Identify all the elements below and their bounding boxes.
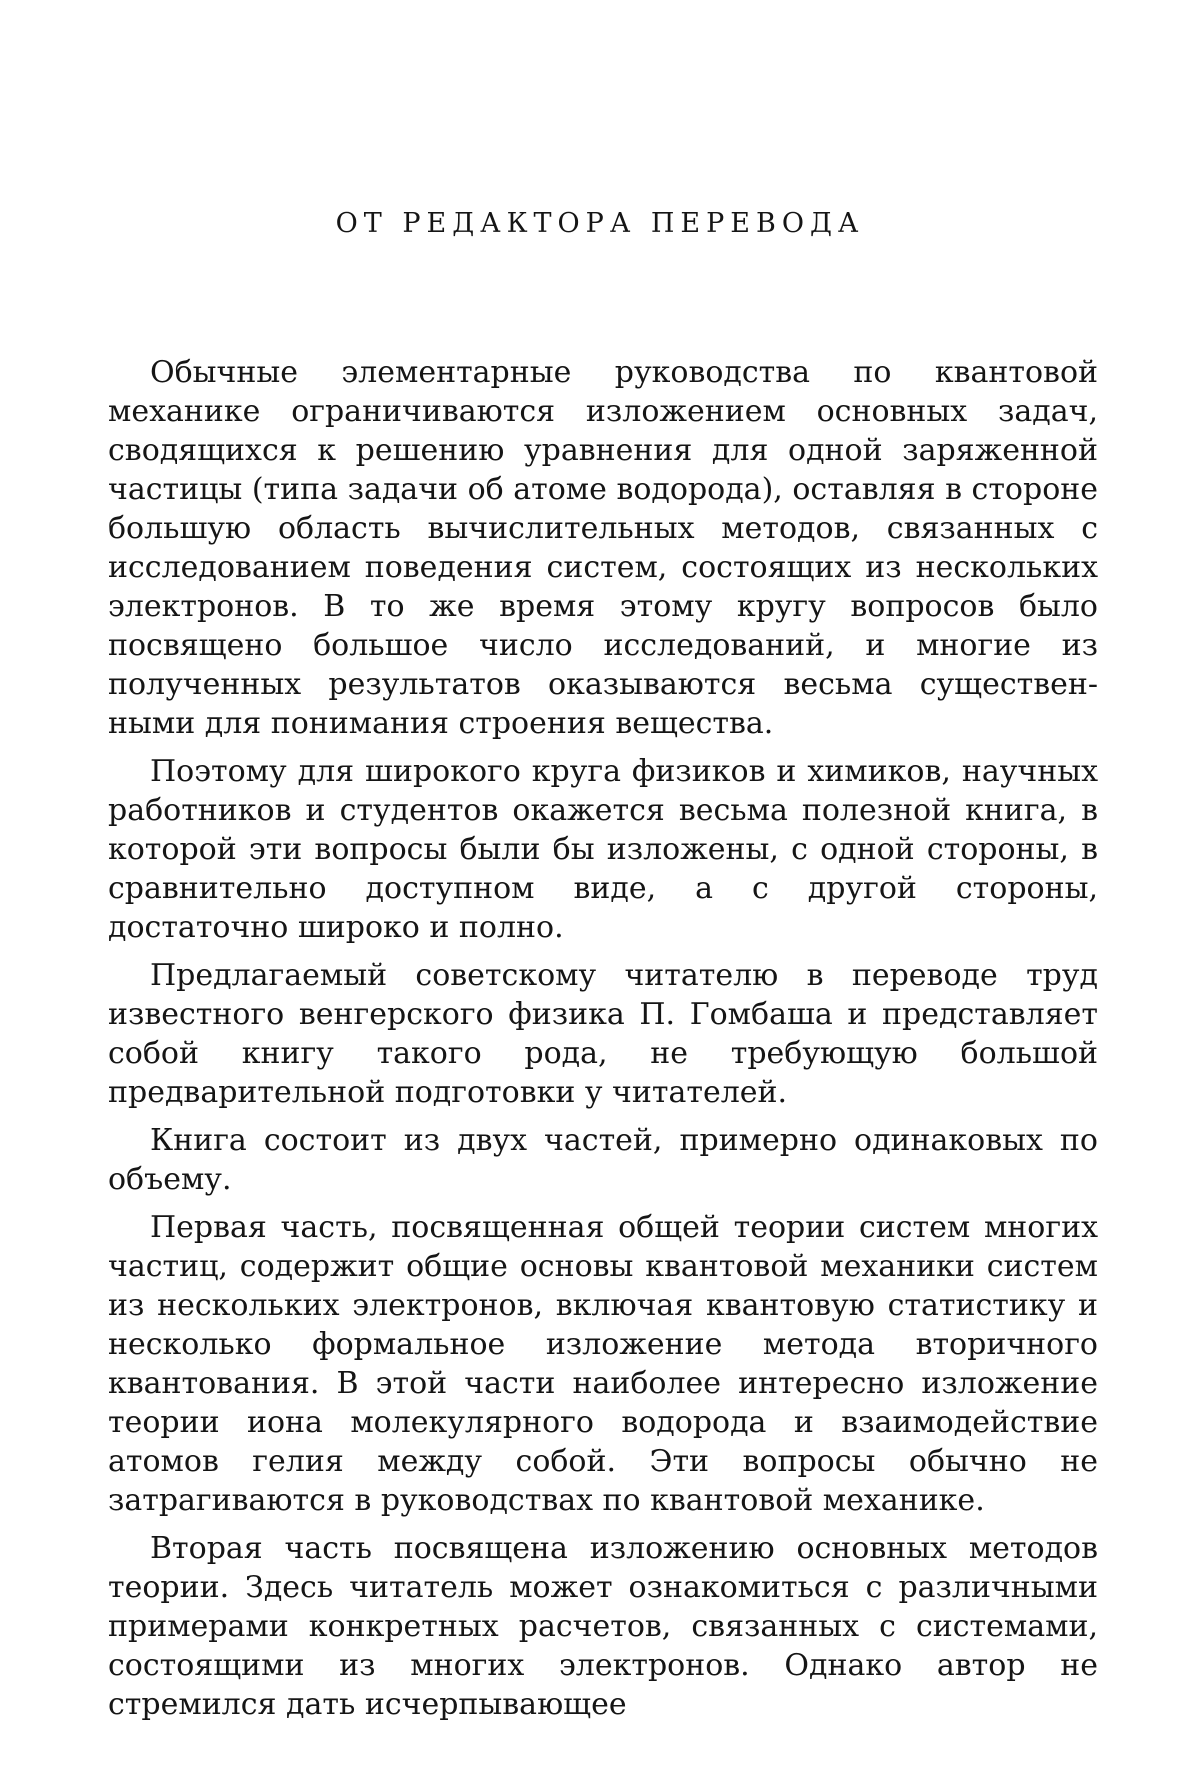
paragraph-3: Предлагаемый советскому читателю в переводе труд известного венгерского физика П. Гомбаша и представляет собой книгу такого рода, не требующую большой предварительной подготовки у читателей. [108, 958, 1098, 1110]
page-body [108, 353, 1098, 1733]
paragraph-6: Вторая часть посвящена изложению основных методов теории. Здесь читатель может ознакомиться с различными примерами конкретных расчетов, связанных с системами, состоящими из многих электронов. Однако автор не стремился дать исчерпывающее [108, 1531, 1098, 1722]
paragraph-4: Книга состоит из двух частей, примерно одинаковых по объему. [108, 1123, 1098, 1197]
paragraph-1: Обычные элементарные руководства по квантовой механике ограничиваются изложением основных задач, сводящихся к решению уравнения для одной заряженной частицы (типа задачи об атоме водорода), оставляя в стороне большую область вычислительных методов, связанных с исследованием поведения систем, состоящих из нескольких электронов. В то же время этому кругу вопросов было посвящено большое число исследований, и многие из полученных результатов оказываются весьма существенными для понимания строения вещества. [108, 355, 1098, 741]
page-heading: ОТ РЕДАКТОРА ПЕРЕВОДА [335, 208, 865, 239]
paragraph-5: Первая часть, посвященная общей теории систем многих частиц, содержит общие основы квантовой механики систем из нескольких электронов, включая квантовую статистику и несколько формальное изложение метода вторичного квантования. В этой части наиболее интересно изложение теории иона молекулярного водорода и взаимодействие атомов гелия между собой. Эти вопросы обычно не затрагиваются в руководствах по квантовой механике. [108, 1210, 1098, 1518]
paragraph-2: Поэтому для широкого круга физиков и химиков, научных работников и студентов окажется весьма полезной книга, в которой эти вопросы были бы изложены, с одной стороны, в сравнительно доступном виде, а с другой стороны, достаточно широко и полно. [108, 754, 1098, 945]
